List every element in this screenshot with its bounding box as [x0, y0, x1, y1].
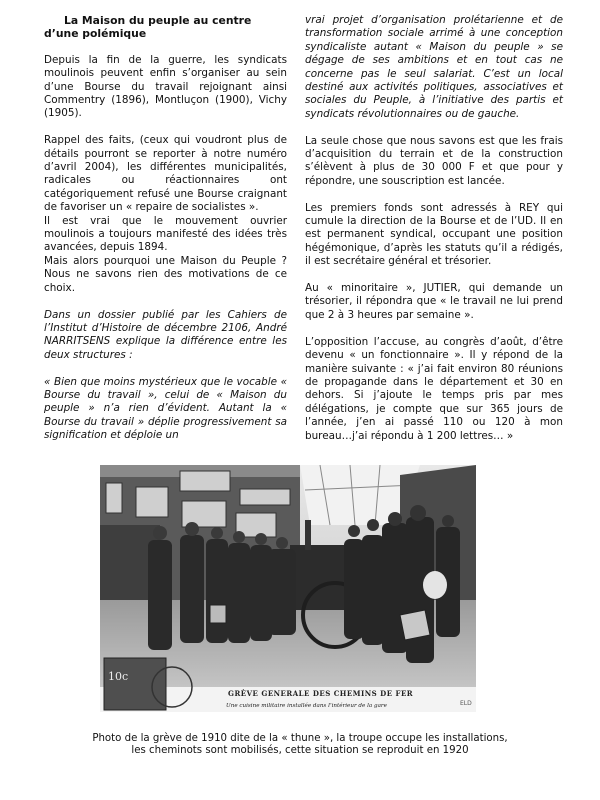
- paragraph-quote: « Bien que moins mystérieux que le vocable « Bourse du travail », celui de « Maison du peuple » n’a rien d’évident. Autant la « Bourse du travail » déplie progressivement sa signification et déploie un: [44, 375, 287, 442]
- right-column: [305, 14, 563, 443]
- paragraph: Depuis la fin de la guerre, les syndicats moulinois peuvent enfin s’organiser au sein d’une Bourse du travail rejoignant ainsi Commentry (1896), Montluçon (1900), Vichy (1905).: [44, 53, 287, 120]
- article-title: [44, 14, 287, 41]
- paragraph: Rappel des faits, (ceux qui voudront plus de détails pourront se reporter à notre numéro d’avril 2004), les différentes municipalités, radicales ou réactionnaires ont catégoriquement refusé une Bourse craignant de favoriser un « repaire de socialistes ».: [44, 134, 287, 214]
- article-title-line2: d’une polémique: [44, 27, 147, 41]
- paragraph: L’opposition l’accuse, au congrès d’août, d’être devenu « un fonctionnaire ». Il y répond de la manière suivante : « j’ai fait environ 80 réunions de propagande dans le département et 30 en dehors. Si j’ajoute le temps pris par mes délégations, je compte que sur 365 jours de l’année, j’en ai passé 110 ou 120 à mon bureau…j’ai répondu à 1 200 lettres… »: [305, 335, 563, 442]
- stamp-value: 10c: [108, 670, 129, 683]
- paragraph: La seule chose que nous savons est que les frais d’acquisition du terrain et de la construction s’élèvent à plus de 30 000 F et que pour y répondre, une souscription est lancée.: [305, 134, 563, 187]
- paragraph: Il est vrai que le mouvement ouvrier moulinois a toujours manifesté des idées très avancées, depuis 1894.: [44, 214, 287, 254]
- postcard-subtitle: Une cuisine militaire installée dans l’intérieur de la gare: [226, 703, 387, 709]
- paragraph: Les premiers fonds sont adressés à REY qui cumule la direction de la Bourse et de l’UD. Il en est permanent syndical, occupant une position hégémonique, d’après les statuts qu’il a rédigés, il est secrétaire général et trésorier.: [305, 201, 563, 268]
- photo-caption: Photo de la grève de 1910 dite de la « thune », la troupe occupe les installations, les cheminots sont mobilisés, cette situation se reproduit en 1920: [92, 733, 508, 757]
- left-column: [44, 14, 287, 443]
- paragraph-quote-continued: vrai projet d’organisation prolétarienne et de transformation sociale arrimé à une conception syndicaliste autant « Maison du peuple » se dégage de ses ambitions et en tout cas ne concerne pas le seul salariat. C’est un local destiné aux activités politiques, associatives et sociales du Peuple, à l’initiative des partis et syndicats révolutionnaires ou de gauche.: [305, 14, 563, 120]
- paragraph: Mais alors pourquoi une Maison du Peuple ? Nous ne savons rien des motivations de ce choix.: [44, 254, 287, 294]
- paragraph-quote-intro: Dans un dossier publié par les Cahiers de l’Institut d’Histoire de décembre 2106, André NARRITSENS explique la différence entre les deux structures :: [44, 308, 287, 361]
- historical-photo-postcard: [100, 465, 476, 712]
- postcard-title: GRÈVE GENERALE DES CHEMINS DE FER: [228, 689, 414, 698]
- publisher-mark: ELD: [460, 700, 472, 707]
- article-title-line1: La Maison du peuple au centre: [64, 14, 252, 27]
- paragraph: Au « minoritaire », JUTIER, qui demande un trésorier, il répondra que « le travail ne lui prend que 2 à 3 heures par semaine ».: [305, 282, 563, 321]
